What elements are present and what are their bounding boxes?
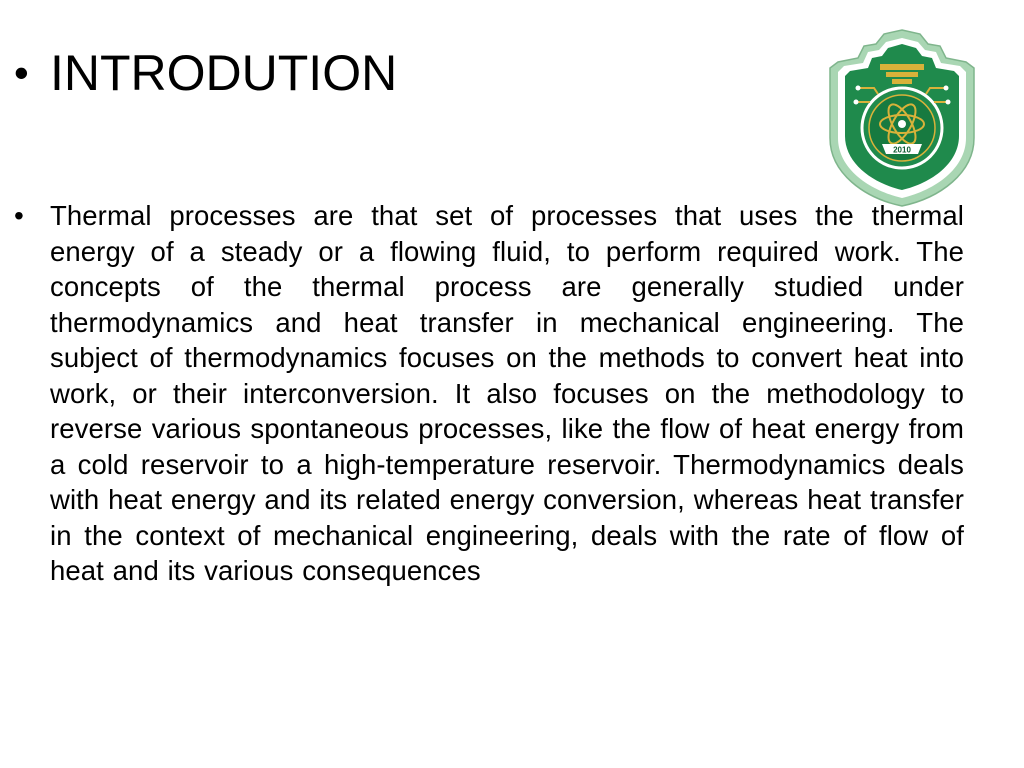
university-logo-icon [828,28,976,208]
slide-title: INTRODUTION [50,45,398,101]
svg-text:2010: 2010 [893,145,911,155]
body-bullet: • [14,200,24,231]
title-bullet: • [14,49,29,96]
title-row [14,40,397,106]
body-paragraph: Thermal processes are that set of processes that uses the thermal energy of a steady or a flowing fluid, to perform required work. The concepts of the thermal process are generally studied under thermodynamics and heat transfer in mechanical engineering. The subject of thermodynamics focuses on the methods to convert heat into work, or their interconversion. It also focuses on the methodology to reverse various spontaneous processes, like the flow of heat energy from a cold reservoir to a high-temperature reservoir. Thermodynamics deals with heat energy and its related energy conversion, whereas heat transfer in the context of mechanical engineering, deals with the rate of flow of heat and its various consequences [50,200,964,586]
body-row [14,198,964,589]
